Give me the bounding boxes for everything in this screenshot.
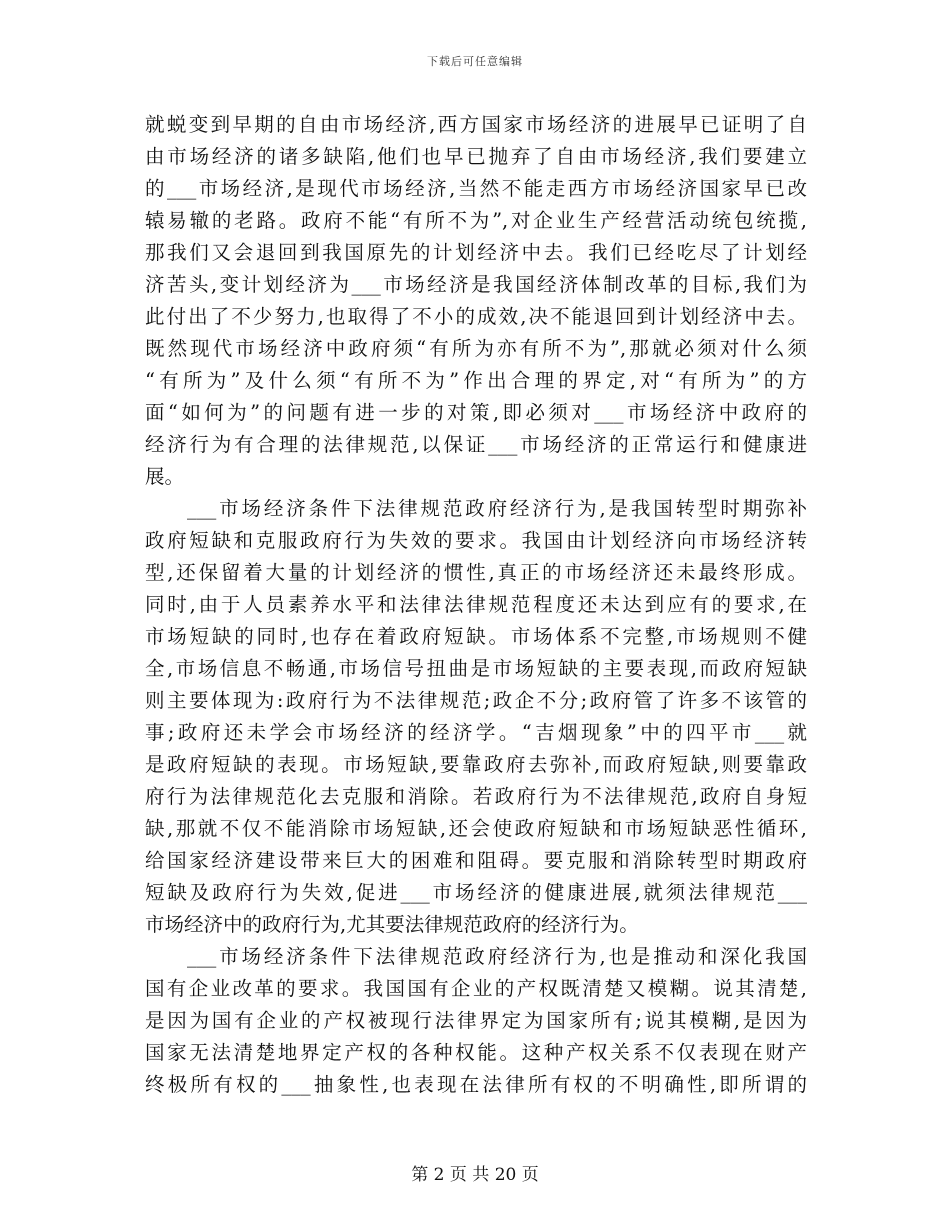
document-body bbox=[145, 109, 807, 1101]
text-line: 由市场经济的诸多缺陷,他们也早已抛弃了自由市场经济,我们要建立 bbox=[145, 145, 807, 168]
text-line: ___市场经济条件下法律规范政府经济行为,是我国转型时期弥补 bbox=[187, 497, 807, 520]
text-line: 国有企业改革的要求。我国国有企业的产权既清楚又模糊。说其清楚, bbox=[145, 977, 807, 1000]
text-line: 济苦头,变计划经济为___市场经济是我国经济体制改革的目标,我们为 bbox=[145, 273, 807, 296]
text-line: ___市场经济条件下法律规范政府经济行为,也是推动和深化我国 bbox=[187, 945, 807, 968]
text-line: 那我们又会退回到我国原先的计划经济中去。我们已经吃尽了计划经 bbox=[145, 241, 807, 264]
text-line: 给国家经济建设带来巨大的困难和阻碍。要克服和消除转型时期政府 bbox=[145, 849, 807, 872]
paragraph-3 bbox=[145, 941, 807, 1101]
text-line: 同时,由于人员素养水平和法律法律规范程度还未达到应有的要求,在 bbox=[145, 593, 807, 616]
text-line: 终极所有权的___抽象性,也表现在法律所有权的不明确性,即所谓的 bbox=[145, 1073, 807, 1096]
text-line: 型,还保留着大量的计划经济的惯性,真正的市场经济还未最终形成。 bbox=[145, 561, 807, 584]
text-line: 面“如何为”的问题有进一步的对策,即必须对___市场经济中政府的 bbox=[145, 401, 807, 424]
text-line: 市场短缺的同时,也存在着政府短缺。市场体系不完整,市场规则不健 bbox=[145, 625, 807, 648]
text-line: 事;政府还未学会市场经济的经济学。“吉烟现象”中的四平市___就 bbox=[145, 721, 807, 744]
paragraph-2 bbox=[145, 493, 807, 941]
text-line: 缺,那就不仅不能消除市场短缺,还会使政府短缺和市场短缺恶性循环, bbox=[145, 817, 807, 840]
paragraph-1 bbox=[145, 109, 807, 493]
text-line: 此付出了不少努力,也取得了不小的成效,决不能退回到计划经济中去。 bbox=[145, 305, 807, 328]
text-line: 市场经济中的政府行为,尤其要法律规范政府的经济行为。 bbox=[145, 913, 639, 936]
page-number: 第 2 页 共 20 页 bbox=[411, 1165, 539, 1185]
text-line: “有所为”及什么须“有所不为”作出合理的界定,对“有所为”的方 bbox=[145, 369, 807, 392]
text-line: 是因为国有企业的产权被现行法律界定为国家所有;说其模糊,是因为 bbox=[145, 1009, 807, 1032]
text-line: 的___市场经济,是现代市场经济,当然不能走西方市场经济国家早已改 bbox=[145, 177, 807, 200]
text-line: 既然现代市场经济中政府须“有所为亦有所不为”,那就必须对什么须 bbox=[145, 337, 807, 360]
text-line: 短缺及政府行为失效,促进___市场经济的健康进展,就须法律规范___ bbox=[145, 881, 807, 904]
text-line: 全,市场信息不畅通,市场信号扭曲是市场短缺的主要表现,而政府短缺 bbox=[145, 657, 807, 680]
text-line: 经济行为有合理的法律规范,以保证___市场经济的正常运行和健康进 bbox=[145, 433, 807, 456]
text-line: 就蜕变到早期的自由市场经济,西方国家市场经济的进展早已证明了自 bbox=[145, 113, 807, 136]
text-line: 政府短缺和克服政府行为失效的要求。我国由计划经济向市场经济转 bbox=[145, 529, 807, 552]
text-line: 国家无法清楚地界定产权的各种权能。这种产权关系不仅表现在财产 bbox=[145, 1041, 807, 1064]
page-header: 下载后可任意编辑 bbox=[427, 55, 523, 68]
text-line: 辕易辙的老路。政府不能“有所不为”,对企业生产经营活动统包统揽, bbox=[145, 209, 807, 232]
text-line: 是政府短缺的表现。市场短缺,要靠政府去弥补,而政府短缺,则要靠政 bbox=[145, 753, 807, 776]
text-line: 府行为法律规范化去克服和消除。若政府行为不法律规范,政府自身短 bbox=[145, 785, 807, 808]
text-line: 则主要体现为:政府行为不法律规范;政企不分;政府管了许多不该管的 bbox=[145, 689, 807, 712]
text-line: 展。 bbox=[145, 465, 185, 488]
